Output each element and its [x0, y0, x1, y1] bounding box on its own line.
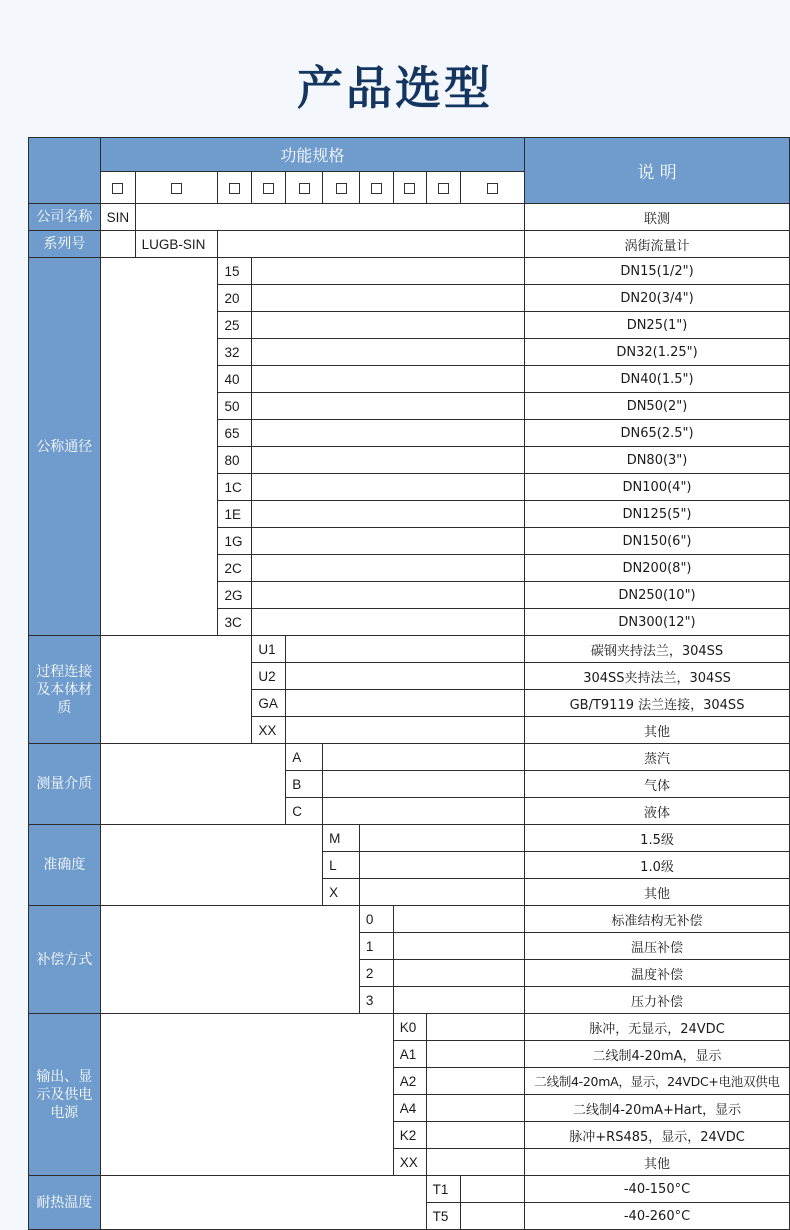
option-code: K0: [393, 1014, 426, 1041]
option-code: K2: [393, 1122, 426, 1149]
section-label: 准确度: [29, 825, 101, 906]
option-description: 304SS夹持法兰，304SS: [525, 663, 790, 690]
option-spacer: [323, 744, 525, 771]
company-label: 公司名称: [29, 204, 101, 231]
spec-checkbox[interactable]: [359, 172, 393, 204]
series-desc: 涡街流量计: [525, 231, 790, 258]
spec-checkbox[interactable]: [252, 172, 286, 204]
option-description: 脉冲，无显示，24VDC: [525, 1014, 790, 1041]
checkbox-square-icon: [112, 183, 123, 194]
section-spacer: [100, 906, 359, 1014]
company-row: [29, 204, 790, 231]
option-spacer: [252, 339, 525, 366]
header-corner: [29, 138, 101, 204]
option-spacer: [426, 1041, 524, 1068]
section-spacer: [100, 258, 218, 636]
page-title: 产品选型: [297, 61, 493, 115]
option-code: B: [286, 771, 323, 798]
series-blank: [100, 231, 135, 258]
option-description: 二线制4-20mA，显示，24VDC+电池双供电: [525, 1068, 790, 1095]
section-spacer: [100, 1176, 426, 1230]
option-code: M: [323, 825, 360, 852]
option-code: 1: [359, 933, 393, 960]
series-spacer: [218, 231, 525, 258]
option-description: 压力补偿: [525, 987, 790, 1014]
option-spacer: [286, 663, 525, 690]
checkbox-square-icon: [336, 183, 347, 194]
option-spacer: [252, 528, 525, 555]
option-code: A4: [393, 1095, 426, 1122]
option-code: 50: [218, 393, 252, 420]
section-label: 公称通径: [29, 258, 101, 636]
option-spacer: [252, 285, 525, 312]
option-row: [29, 1014, 790, 1041]
option-row: [29, 258, 790, 285]
option-row: [29, 744, 790, 771]
option-spacer: [252, 447, 525, 474]
option-description: 温度补偿: [525, 960, 790, 987]
section-label: 测量介质: [29, 744, 101, 825]
option-code: 40: [218, 366, 252, 393]
checkbox-square-icon: [299, 183, 310, 194]
option-spacer: [460, 1203, 525, 1230]
option-description: DN200(8"): [525, 555, 790, 582]
option-description: GB/T9119 法兰连接，304SS: [525, 690, 790, 717]
option-code: 20: [218, 285, 252, 312]
option-spacer: [393, 987, 524, 1014]
option-code: C: [286, 798, 323, 825]
option-spacer: [252, 501, 525, 528]
option-code: XX: [393, 1149, 426, 1176]
option-spacer: [426, 1122, 524, 1149]
option-code: T1: [426, 1176, 460, 1203]
option-description: 其他: [525, 1149, 790, 1176]
option-spacer: [359, 852, 524, 879]
section-label: 输出、显示及供电电源: [29, 1014, 101, 1176]
option-description: DN150(6"): [525, 528, 790, 555]
option-spacer: [252, 258, 525, 285]
spec-checkbox[interactable]: [393, 172, 426, 204]
option-code: 32: [218, 339, 252, 366]
option-spacer: [286, 717, 525, 744]
option-code: A: [286, 744, 323, 771]
option-description: -40-150°C: [525, 1176, 790, 1203]
section-spacer: [100, 1014, 393, 1176]
option-code: U1: [252, 636, 286, 663]
option-code: 2C: [218, 555, 252, 582]
checkbox-square-icon: [171, 183, 182, 194]
option-description: 二线制4-20mA，显示: [525, 1041, 790, 1068]
option-spacer: [323, 771, 525, 798]
company-spacer: [135, 204, 524, 231]
option-code: T5: [426, 1203, 460, 1230]
option-description: DN80(3"): [525, 447, 790, 474]
option-description: 温压补偿: [525, 933, 790, 960]
option-description: 二线制4-20mA+Hart，显示: [525, 1095, 790, 1122]
option-code: 65: [218, 420, 252, 447]
option-spacer: [252, 393, 525, 420]
option-description: 其他: [525, 879, 790, 906]
option-spacer: [252, 582, 525, 609]
option-description: DN50(2"): [525, 393, 790, 420]
option-code: U2: [252, 663, 286, 690]
section-spacer: [100, 636, 252, 744]
option-spacer: [426, 1014, 524, 1041]
selection-table: [28, 137, 790, 1230]
option-code: 2G: [218, 582, 252, 609]
option-spacer: [393, 960, 524, 987]
series-code: LUGB-SIN: [135, 231, 218, 258]
option-description: DN65(2.5"): [525, 420, 790, 447]
option-code: XX: [252, 717, 286, 744]
option-description: DN25(1"): [525, 312, 790, 339]
function-spec-header: 功能规格: [100, 138, 524, 172]
option-spacer: [426, 1095, 524, 1122]
spec-checkbox[interactable]: [323, 172, 360, 204]
spec-checkbox[interactable]: [286, 172, 323, 204]
option-description: DN40(1.5"): [525, 366, 790, 393]
option-code: 3C: [218, 609, 252, 636]
option-description: DN125(5"): [525, 501, 790, 528]
company-code: SIN: [100, 204, 135, 231]
option-code: 15: [218, 258, 252, 285]
option-spacer: [252, 420, 525, 447]
option-spacer: [252, 366, 525, 393]
checkbox-square-icon: [229, 183, 240, 194]
option-row: [29, 906, 790, 933]
option-spacer: [426, 1149, 524, 1176]
option-code: 2: [359, 960, 393, 987]
option-spacer: [426, 1068, 524, 1095]
checkbox-square-icon: [438, 183, 449, 194]
option-code: 80: [218, 447, 252, 474]
checkbox-square-icon: [263, 183, 274, 194]
spec-checkbox[interactable]: [100, 172, 135, 204]
option-code: 1C: [218, 474, 252, 501]
option-spacer: [252, 474, 525, 501]
spec-checkbox[interactable]: [460, 172, 525, 204]
option-spacer: [286, 636, 525, 663]
series-label: 系列号: [29, 231, 101, 258]
option-spacer: [460, 1176, 525, 1203]
option-description: DN100(4"): [525, 474, 790, 501]
option-spacer: [286, 690, 525, 717]
option-row: [29, 636, 790, 663]
option-code: GA: [252, 690, 286, 717]
option-code: 25: [218, 312, 252, 339]
option-spacer: [323, 798, 525, 825]
description-header: 说 明: [525, 138, 790, 204]
section-label: 过程连接及本体材质: [29, 636, 101, 744]
option-code: A2: [393, 1068, 426, 1095]
option-description: 气体: [525, 771, 790, 798]
section-spacer: [100, 825, 322, 906]
checkbox-square-icon: [487, 183, 498, 194]
option-description: DN15(1/2"): [525, 258, 790, 285]
option-spacer: [252, 312, 525, 339]
option-description: DN300(12"): [525, 609, 790, 636]
option-code: 0: [359, 906, 393, 933]
option-code: 1E: [218, 501, 252, 528]
checkbox-square-icon: [371, 183, 382, 194]
option-description: 标准结构无补偿: [525, 906, 790, 933]
option-spacer: [359, 879, 524, 906]
spec-checkbox[interactable]: [135, 172, 218, 204]
option-spacer: [393, 933, 524, 960]
option-description: 1.0级: [525, 852, 790, 879]
option-spacer: [359, 825, 524, 852]
section-spacer: [100, 744, 286, 825]
option-description: DN250(10"): [525, 582, 790, 609]
option-description: -40-260°C: [525, 1203, 790, 1230]
option-description: 碳钢夹持法兰，304SS: [525, 636, 790, 663]
option-description: DN20(3/4"): [525, 285, 790, 312]
option-spacer: [252, 609, 525, 636]
option-description: 脉冲+RS485，显示，24VDC: [525, 1122, 790, 1149]
section-label: 补偿方式: [29, 906, 101, 1014]
option-description: 液体: [525, 798, 790, 825]
option-spacer: [393, 906, 524, 933]
spec-checkbox[interactable]: [426, 172, 460, 204]
option-code: 3: [359, 987, 393, 1014]
company-desc: 联测: [525, 204, 790, 231]
option-row: [29, 825, 790, 852]
option-description: 其他: [525, 717, 790, 744]
option-spacer: [252, 555, 525, 582]
section-label: 耐热温度: [29, 1176, 101, 1230]
option-code: A1: [393, 1041, 426, 1068]
checkbox-square-icon: [404, 183, 415, 194]
option-code: 1G: [218, 528, 252, 555]
spec-checkbox[interactable]: [218, 172, 252, 204]
option-description: 1.5级: [525, 825, 790, 852]
option-description: 蒸汽: [525, 744, 790, 771]
option-row: [29, 1176, 790, 1203]
option-code: X: [323, 879, 360, 906]
series-row: [29, 231, 790, 258]
option-description: DN32(1.25"): [525, 339, 790, 366]
option-code: L: [323, 852, 360, 879]
